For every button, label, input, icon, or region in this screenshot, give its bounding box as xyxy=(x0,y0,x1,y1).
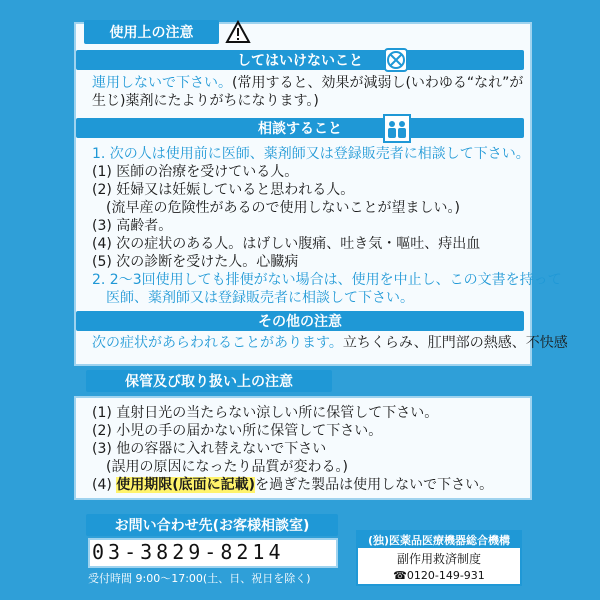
agency-phone: ☎0120-149-931 xyxy=(393,568,485,582)
prohibited-icon xyxy=(382,46,410,74)
contact-phone: 03-3829-8214 xyxy=(92,540,285,564)
storage-line-1: (1) 直射日光の当たらない涼しい所に保管して下さい。 xyxy=(92,405,439,421)
other-header: その他の注意 xyxy=(76,311,524,331)
agency-name: (独)医薬品医療機器総合機構 xyxy=(358,532,520,548)
consult-line-5: (3) 高齢者。 xyxy=(92,218,173,234)
dont-line-1: 連用しないで下さい。(常用すると、効果が減弱し(いわゆる“なれ”が xyxy=(92,75,524,91)
storage-text xyxy=(92,404,522,494)
consult-line-1: 1. 次の人は使用前に医師、薬剤師又は登録販売者に相談して下さい。 xyxy=(92,146,530,162)
dont-line-2: 生じ)薬剤にたよりがちになります。) xyxy=(92,93,319,109)
storage-line-4: (誤用の原因になったり品質が変わる。) xyxy=(92,459,348,475)
consult-text xyxy=(92,145,562,307)
consult-line-3: (2) 妊婦又は妊娠していると思われる人。 xyxy=(92,182,355,198)
dont-text xyxy=(92,74,522,110)
consult-line-2: (1) 医師の治療を受けている人。 xyxy=(92,164,299,180)
dont-header: してはいけないこと xyxy=(76,50,524,70)
contact-hours: 受付時間 9:00～17:00(土、日、祝日を除く) xyxy=(88,572,311,585)
other-text xyxy=(92,334,568,352)
consult-line-6: (4) 次の症状のある人。はげしい腹痛、吐き気・嘔吐、痔出血 xyxy=(92,236,481,252)
consult-line-8: 2. 2～3回使用しても排便がない場合は、使用を中止し、この文書を持って xyxy=(92,272,562,288)
storage-line-2: (2) 小児の手の届かない所に保管して下さい。 xyxy=(92,423,383,439)
caution-title: 使用上の注意 xyxy=(84,20,219,44)
consult-line-4: (流早産の危険性があるので使用しないことが望ましい。) xyxy=(92,200,460,216)
consult-line-7: (5) 次の診断を受けた人。心臓病 xyxy=(92,254,299,270)
expiry-highlight: 使用期限(底面に記載) xyxy=(116,477,256,493)
warning-triangle-icon xyxy=(225,20,251,44)
contact-title: お問い合わせ先(お客様相談室) xyxy=(86,514,338,536)
agency-system: 副作用救済制度 xyxy=(396,551,481,566)
consult-header: 相談すること xyxy=(76,118,524,138)
storage-line-3: (3) 他の容器に入れ替えないで下さい xyxy=(92,441,327,457)
other-line-1: 次の症状があらわれることがあります。立ちくらみ、肛門部の熱感、不快感 xyxy=(92,335,568,351)
consult-line-9: 医師、薬剤師又は登録販売者に相談して下さい。 xyxy=(92,290,414,306)
storage-title: 保管及び取り扱い上の注意 xyxy=(86,370,332,392)
consultation-icon xyxy=(382,112,412,144)
storage-line-5: (4) 使用期限(底面に記載)を過ぎた製品は使用しないで下さい。 xyxy=(92,477,494,493)
